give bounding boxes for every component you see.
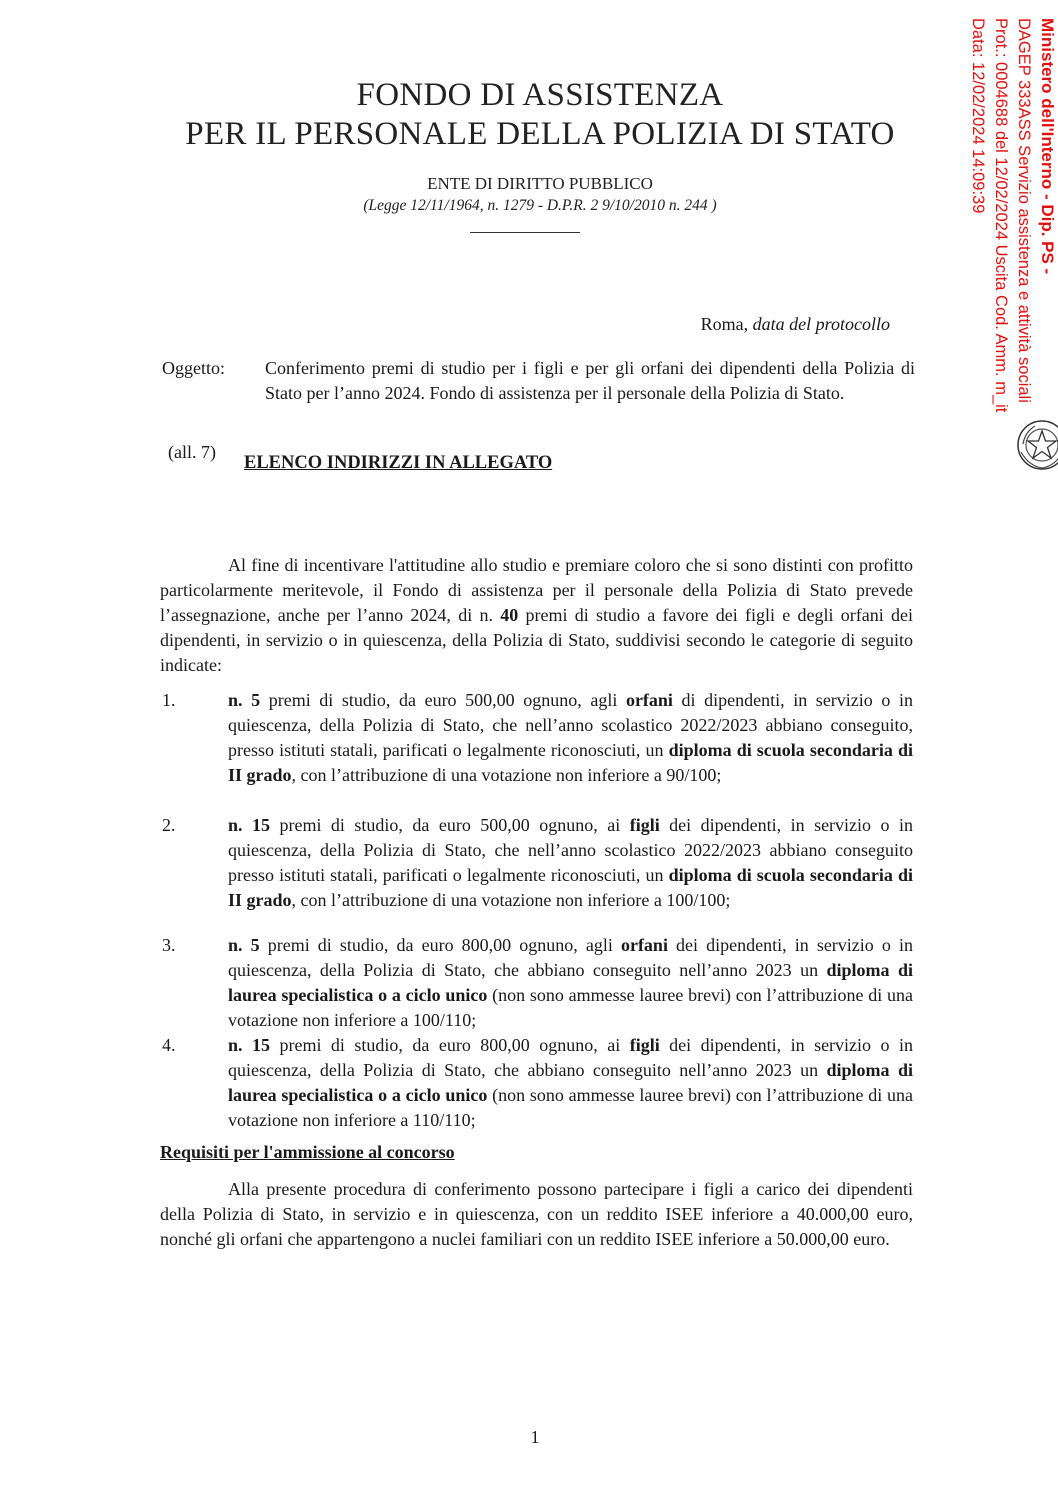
item-qualification: diploma di laurea specialistica o a ciclo unico — [228, 960, 913, 1005]
prize-total: 40 — [500, 605, 519, 625]
item-count: n. 5 — [228, 935, 260, 955]
list-item-number: 2. — [162, 815, 176, 835]
org-title-line1: FONDO DI ASSISTENZA — [356, 77, 724, 113]
protocol-date: data del protocollo — [752, 314, 890, 334]
item-text: dei dipendenti, in servizio o in quiescenza, della Polizia di Stato, che nell’anno scolastico 2022/2023 abbiano conseguito presso istituti statali, parificati o legalmente riconosciuti, un — [228, 815, 913, 885]
item-text: dei dipendenti, in servizio o in quiescenza, della Polizia di Stato, che abbiano conseguito nell’anno 2023 un — [228, 935, 913, 980]
place-date — [560, 312, 890, 337]
list-item — [228, 813, 913, 913]
list-item — [228, 688, 913, 788]
intro-text-a: Al fine di incentivare l'attitudine allo studio e premiare coloro che si sono distinti con profitto particolarmente meritevole, il Fondo di assistenza per il personale della Polizia di Stato prevede l’assegnazione, anche per l’anno 2024, di n. — [160, 555, 913, 625]
item-text: premi di studio, da euro 800,00 ognuno, ai — [269, 1035, 630, 1055]
intro-text-b: premi di studio a favore dei figli e degli orfani dei dipendenti, in servizio o in quiescenza, della Polizia di Stato, suddivisi secondo le categorie di seguito indicate: — [160, 605, 914, 675]
list-item — [228, 1033, 913, 1133]
intro-paragraph — [160, 553, 913, 678]
header-divider — [470, 232, 580, 233]
subject-label: Oggetto: — [162, 358, 225, 378]
list-item-number: 3. — [162, 935, 176, 955]
place-city: Roma, — [700, 314, 749, 334]
list-item — [228, 933, 913, 1033]
item-text: di dipendenti, in servizio o in quiescenza, della Polizia di Stato, che nell’anno scolastico 2022/2023 abbiano conseguito, presso istituti statali, parificati o legalmente riconosciuti, un — [228, 690, 913, 760]
item-text: , con l’attribuzione di una votazione non inferiore a 90/100; — [291, 765, 722, 785]
list-item-number: 1. — [162, 690, 176, 710]
requirements-paragraph: Alla presente procedura di conferimento possono partecipare i figli a carico dei dipendenti della Polizia di Stato, in servizio e in quiescenza, con un reddito ISEE inferiore a 40.000,00 euro, nonché gli orfani che appartengono a nuclei familiari con un reddito ISEE inferiore a 50.000,00 euro. — [160, 1179, 913, 1249]
item-text: dei dipendenti, in servizio o in quiescenza, della Polizia di Stato, che abbiano conseguito nell’anno 2023 un — [228, 1035, 913, 1080]
item-text: (non sono ammesse lauree brevi) con l’attribuzione di una votazione non inferiore a 100/110; — [228, 985, 913, 1030]
org-subtitle: ENTE DI DIRITTO PUBBLICO — [427, 174, 653, 193]
item-qualification: diploma di laurea specialistica o a ciclo unico — [228, 1060, 913, 1105]
item-count: n. 15 — [228, 1035, 270, 1055]
item-beneficiary: figli — [629, 1035, 660, 1055]
stamp-protocol: Prot.: 0004688 del 12/02/2024 Uscita Cod. Amm. m_it — [992, 18, 1010, 413]
stamp-office: DAGEP 333ASS Servizio assistenza e attività sociali — [1015, 18, 1033, 403]
item-text: (non sono ammesse lauree brevi) con l’attribuzione di una votazione non inferiore a 110/110; — [228, 1085, 913, 1130]
org-title-line2: PER IL PERSONALE DELLA POLIZIA DI STATO — [185, 116, 895, 152]
item-text: premi di studio, da euro 500,00 ognuno, ai — [269, 815, 630, 835]
stamp-date: Data: 12/02/2024 14:09:39 — [969, 18, 987, 214]
item-beneficiary: orfani — [625, 690, 673, 710]
list-item-number: 4. — [162, 1035, 176, 1055]
address-list-heading: ELENCO INDIRIZZI IN ALLEGATO — [244, 453, 553, 473]
law-reference: (Legge 12/11/1964, n. 1279 - D.P.R. 2 9/10/2010 n. 244 ) — [363, 197, 717, 214]
item-beneficiary: figli — [629, 815, 660, 835]
republic-emblem-icon — [1015, 418, 1058, 472]
item-qualification: diploma di scuola secondaria di II grado — [228, 865, 913, 910]
item-text: , con l’attribuzione di una votazione non inferiore a 100/100; — [291, 890, 731, 910]
item-qualification: diploma di scuola secondaria di II grado — [228, 740, 913, 785]
item-count: n. 5 — [228, 690, 261, 710]
requirements-heading: Requisiti per l'ammissione al concorso — [160, 1142, 455, 1162]
item-beneficiary: orfani — [620, 935, 668, 955]
item-count: n. 15 — [228, 815, 270, 835]
item-text: premi di studio, da euro 500,00 ognuno, agli — [260, 690, 626, 710]
subject-text: Conferimento premi di studio per i figli e per gli orfani dei dipendenti della Polizia di Stato per l’anno 2024. Fondo di assistenza per il personale della Polizia di Stato. — [265, 358, 915, 403]
item-text: premi di studio, da euro 800,00 ognuno, agli — [259, 935, 621, 955]
page-number: 1 — [530, 1427, 540, 1447]
stamp-ministry: Ministero dell'Interno - Dip. PS - — [1038, 18, 1057, 275]
attachments-count: (all. 7) — [168, 442, 216, 462]
